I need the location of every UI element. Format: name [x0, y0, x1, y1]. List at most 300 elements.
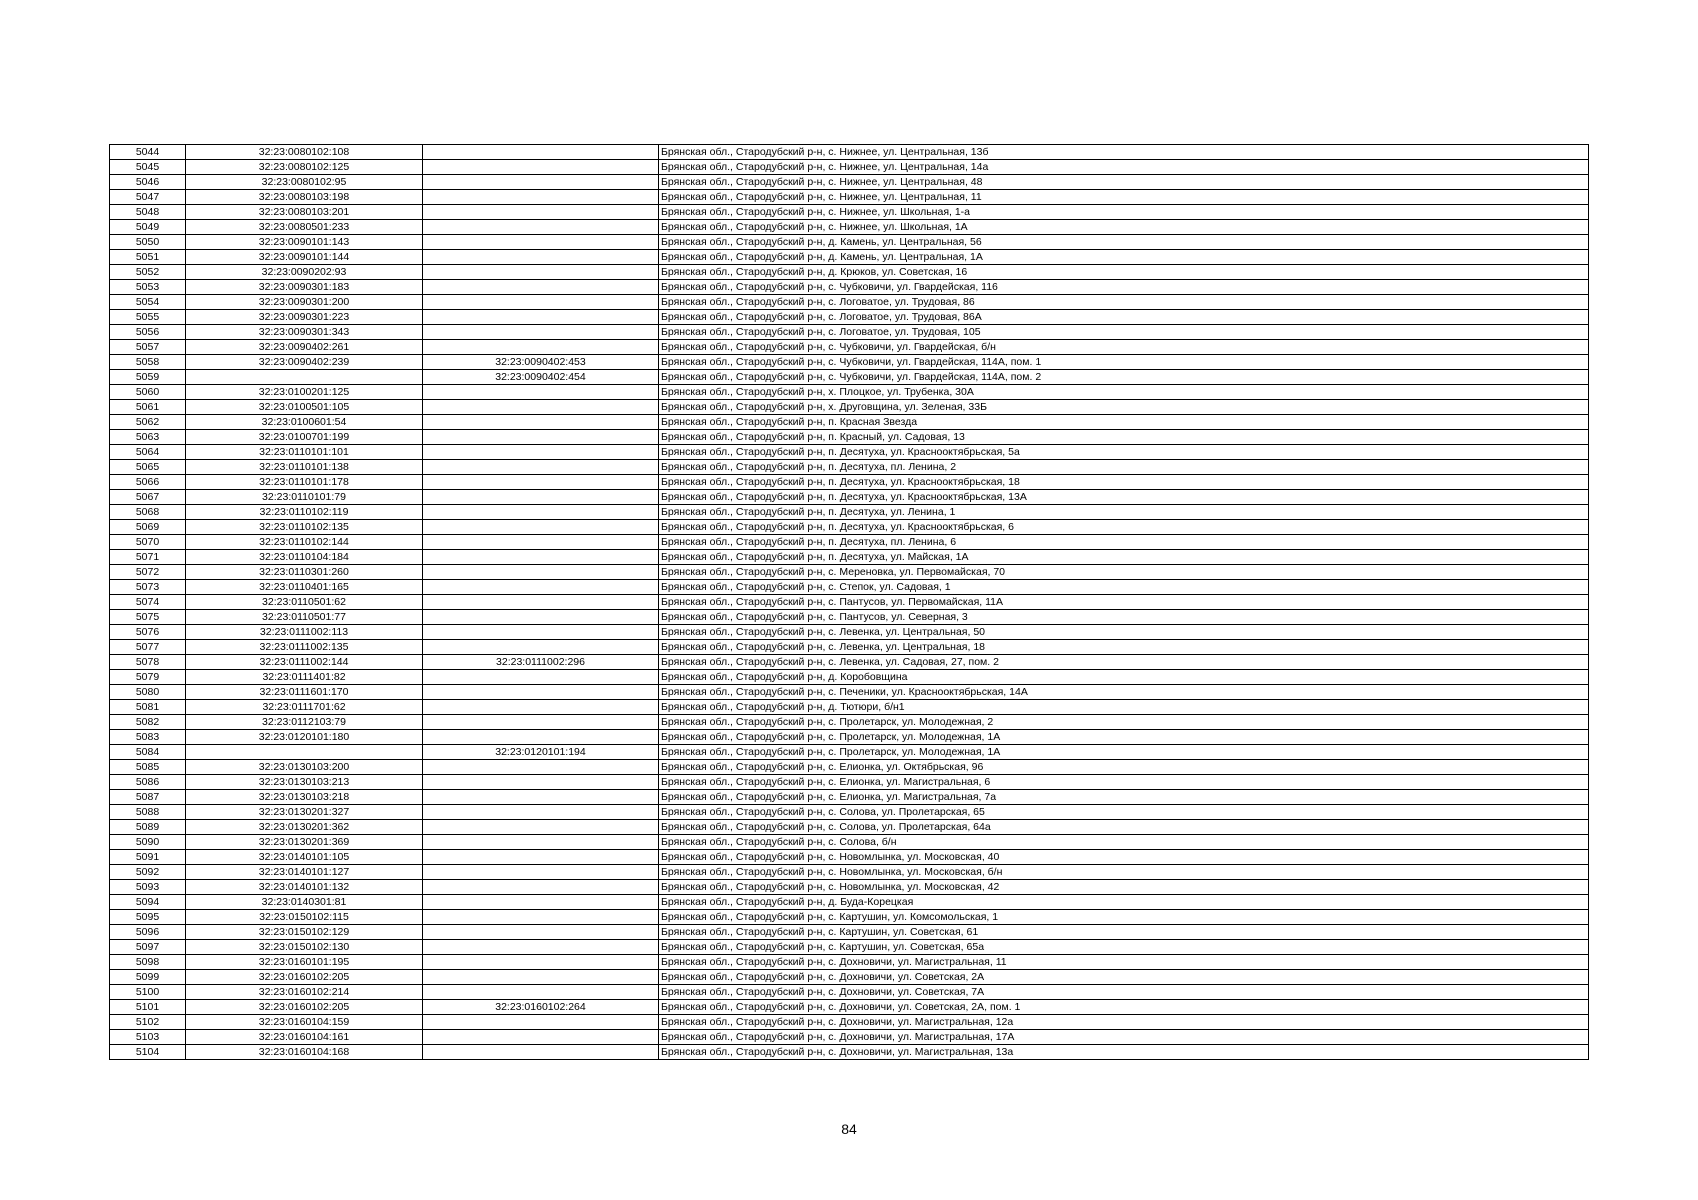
premises-cadastral-number-cell: 32:23:0160102:264: [423, 1000, 659, 1015]
table-row: [110, 400, 1589, 415]
premises-cadastral-number-cell: [423, 805, 659, 820]
table-row: [110, 790, 1589, 805]
address-cell: Брянская обл., Стародубский р-н, д. Камень, ул. Центральная, 1А: [659, 250, 1589, 265]
address-cell: Брянская обл., Стародубский р-н, с. Чубковичи, ул. Гвардейская, 114А, пом. 2: [659, 370, 1589, 385]
address-cell: Брянская обл., Стародубский р-н, с. Чубковичи, ул. Гвардейская, б/н: [659, 340, 1589, 355]
cadastral-number-cell: 32:23:0130103:200: [186, 760, 423, 775]
cadastral-number-cell: 32:23:0140301:81: [186, 895, 423, 910]
address-cell: Брянская обл., Стародубский р-н, п. Десятуха, ул. Краснооктябрьская, 18: [659, 475, 1589, 490]
table-row: [110, 940, 1589, 955]
table-row: [110, 505, 1589, 520]
table-row: [110, 970, 1589, 985]
address-cell: Брянская обл., Стародубский р-н, с. Новомлынка, ул. Московская, б/н: [659, 865, 1589, 880]
premises-cadastral-number-cell: [423, 475, 659, 490]
cadastral-number-cell: 32:23:0100501:105: [186, 400, 423, 415]
address-cell: Брянская обл., Стародубский р-н, х. Плоцкое, ул. Трубенка, 30А: [659, 385, 1589, 400]
address-cell: Брянская обл., Стародубский р-н, с. Картушин, ул. Советская, 65а: [659, 940, 1589, 955]
row-number-cell: 5046: [110, 175, 186, 190]
premises-cadastral-number-cell: [423, 145, 659, 160]
premises-cadastral-number-cell: [423, 730, 659, 745]
premises-cadastral-number-cell: [423, 220, 659, 235]
row-number-cell: 5085: [110, 760, 186, 775]
premises-cadastral-number-cell: [423, 295, 659, 310]
table-row: [110, 460, 1589, 475]
premises-cadastral-number-cell: [423, 880, 659, 895]
cadastral-number-cell: 32:23:0110101:79: [186, 490, 423, 505]
cadastral-number-cell: 32:23:0140101:105: [186, 850, 423, 865]
row-number-cell: 5075: [110, 610, 186, 625]
table-row: [110, 520, 1589, 535]
row-number-cell: 5048: [110, 205, 186, 220]
table-row: [110, 865, 1589, 880]
premises-cadastral-number-cell: [423, 535, 659, 550]
address-cell: Брянская обл., Стародубский р-н, с. Дохновичи, ул. Советская, 2А: [659, 970, 1589, 985]
address-cell: Брянская обл., Стародубский р-н, с. Дохновичи, ул. Магистральная, 11: [659, 955, 1589, 970]
table-row: [110, 205, 1589, 220]
premises-cadastral-number-cell: [423, 505, 659, 520]
row-number-cell: 5104: [110, 1045, 186, 1060]
row-number-cell: 5055: [110, 310, 186, 325]
table-row: [110, 1030, 1589, 1045]
row-number-cell: 5097: [110, 940, 186, 955]
cadastral-number-cell: 32:23:0111601:170: [186, 685, 423, 700]
row-number-cell: 5072: [110, 565, 186, 580]
cadastral-number-cell: 32:23:0160102:205: [186, 1000, 423, 1015]
address-cell: Брянская обл., Стародубский р-н, п. Десятуха, ул. Краснооктябрьская, 13А: [659, 490, 1589, 505]
cadastral-number-cell: 32:23:0111002:144: [186, 655, 423, 670]
cadastral-number-cell: 32:23:0110101:138: [186, 460, 423, 475]
table-row: [110, 820, 1589, 835]
cadastral-number-cell: 32:23:0090301:200: [186, 295, 423, 310]
row-number-cell: 5056: [110, 325, 186, 340]
address-cell: Брянская обл., Стародубский р-н, с. Солова, б/н: [659, 835, 1589, 850]
premises-cadastral-number-cell: [423, 175, 659, 190]
row-number-cell: 5059: [110, 370, 186, 385]
table-row: [110, 145, 1589, 160]
premises-cadastral-number-cell: [423, 940, 659, 955]
cadastral-number-cell: 32:23:0110101:178: [186, 475, 423, 490]
premises-cadastral-number-cell: [423, 1045, 659, 1060]
row-number-cell: 5058: [110, 355, 186, 370]
cadastral-number-cell: 32:23:0080102:125: [186, 160, 423, 175]
page-number: 84: [841, 1121, 857, 1137]
premises-cadastral-number-cell: [423, 415, 659, 430]
address-cell: Брянская обл., Стародубский р-н, с. Левенка, ул. Садовая, 27, пом. 2: [659, 655, 1589, 670]
row-number-cell: 5049: [110, 220, 186, 235]
cadastral-number-cell: 32:23:0150102:129: [186, 925, 423, 940]
row-number-cell: 5052: [110, 265, 186, 280]
address-cell: Брянская обл., Стародубский р-н, с. Солова, ул. Пролетарская, 65: [659, 805, 1589, 820]
row-number-cell: 5080: [110, 685, 186, 700]
premises-cadastral-number-cell: [423, 1030, 659, 1045]
cadastral-number-cell: 32:23:0112103:79: [186, 715, 423, 730]
table-row: [110, 835, 1589, 850]
cadastral-number-cell: 32:23:0090402:261: [186, 340, 423, 355]
cadastral-number-cell: 32:23:0100201:125: [186, 385, 423, 400]
table-row: [110, 565, 1589, 580]
table-row: [110, 550, 1589, 565]
premises-cadastral-number-cell: [423, 640, 659, 655]
table-row: [110, 310, 1589, 325]
cadastral-number-cell: 32:23:0160104:168: [186, 1045, 423, 1060]
address-cell: Брянская обл., Стародубский р-н, д. Тютюри, б/н1: [659, 700, 1589, 715]
premises-cadastral-number-cell: [423, 775, 659, 790]
premises-cadastral-number-cell: [423, 190, 659, 205]
table-row: [110, 730, 1589, 745]
address-cell: Брянская обл., Стародубский р-н, п. Красная Звезда: [659, 415, 1589, 430]
table-row: [110, 340, 1589, 355]
premises-cadastral-number-cell: [423, 850, 659, 865]
premises-cadastral-number-cell: [423, 685, 659, 700]
table-row: [110, 280, 1589, 295]
premises-cadastral-number-cell: [423, 160, 659, 175]
row-number-cell: 5073: [110, 580, 186, 595]
row-number-cell: 5069: [110, 520, 186, 535]
row-number-cell: 5089: [110, 820, 186, 835]
premises-cadastral-number-cell: [423, 340, 659, 355]
premises-cadastral-number-cell: [423, 670, 659, 685]
cadastral-number-cell: 32:23:0110301:260: [186, 565, 423, 580]
premises-cadastral-number-cell: [423, 865, 659, 880]
table-row: [110, 985, 1589, 1000]
address-cell: Брянская обл., Стародубский р-н, п. Красный, ул. Садовая, 13: [659, 430, 1589, 445]
row-number-cell: 5099: [110, 970, 186, 985]
row-number-cell: 5074: [110, 595, 186, 610]
premises-cadastral-number-cell: [423, 985, 659, 1000]
row-number-cell: 5092: [110, 865, 186, 880]
row-number-cell: 5057: [110, 340, 186, 355]
cadastral-number-cell: 32:23:0111002:135: [186, 640, 423, 655]
premises-cadastral-number-cell: [423, 265, 659, 280]
table-row: [110, 805, 1589, 820]
row-number-cell: 5061: [110, 400, 186, 415]
table-row: [110, 535, 1589, 550]
row-number-cell: 5066: [110, 475, 186, 490]
row-number-cell: 5094: [110, 895, 186, 910]
cadastral-number-cell: 32:23:0140101:132: [186, 880, 423, 895]
address-cell: Брянская обл., Стародубский р-н, п. Десятуха, ул. Майская, 1А: [659, 550, 1589, 565]
address-cell: Брянская обл., Стародубский р-н, с. Нижнее, ул. Школьная, 1-а: [659, 205, 1589, 220]
row-number-cell: 5090: [110, 835, 186, 850]
row-number-cell: 5045: [110, 160, 186, 175]
address-cell: Брянская обл., Стародубский р-н, с. Дохновичи, ул. Магистральная, 17А: [659, 1030, 1589, 1045]
cadastral-number-cell: 32:23:0130201:327: [186, 805, 423, 820]
premises-cadastral-number-cell: 32:23:0111002:296: [423, 655, 659, 670]
premises-cadastral-number-cell: [423, 910, 659, 925]
table-row: [110, 775, 1589, 790]
premises-cadastral-number-cell: [423, 970, 659, 985]
table-row: [110, 670, 1589, 685]
row-number-cell: 5065: [110, 460, 186, 475]
premises-cadastral-number-cell: [423, 925, 659, 940]
cadastral-number-cell: 32:23:0090101:144: [186, 250, 423, 265]
table-row: [110, 880, 1589, 895]
address-cell: Брянская обл., Стародубский р-н, с. Нижнее, ул. Центральная, 11: [659, 190, 1589, 205]
row-number-cell: 5050: [110, 235, 186, 250]
address-cell: Брянская обл., Стародубский р-н, с. Левенка, ул. Центральная, 50: [659, 625, 1589, 640]
address-cell: Брянская обл., Стародубский р-н, с. Пантусов, ул. Первомайская, 11А: [659, 595, 1589, 610]
address-cell: Брянская обл., Стародубский р-н, с. Елионка, ул. Октябрьская, 96: [659, 760, 1589, 775]
row-number-cell: 5101: [110, 1000, 186, 1015]
premises-cadastral-number-cell: [423, 610, 659, 625]
cadastral-number-cell: 32:23:0110104:184: [186, 550, 423, 565]
cadastral-number-cell: 32:23:0080103:201: [186, 205, 423, 220]
premises-cadastral-number-cell: [423, 310, 659, 325]
table-row: [110, 475, 1589, 490]
cadastral-number-cell: 32:23:0110102:119: [186, 505, 423, 520]
table-row: [110, 385, 1589, 400]
address-cell: Брянская обл., Стародубский р-н, с. Пролетарск, ул. Молодежная, 1А: [659, 745, 1589, 760]
cadastral-number-cell: 32:23:0130201:369: [186, 835, 423, 850]
premises-cadastral-number-cell: [423, 625, 659, 640]
cadastral-number-cell: 32:23:0111002:113: [186, 625, 423, 640]
premises-cadastral-number-cell: [423, 550, 659, 565]
table-row: [110, 1015, 1589, 1030]
cadastral-number-cell: 32:23:0110102:144: [186, 535, 423, 550]
premises-cadastral-number-cell: [423, 760, 659, 775]
address-cell: Брянская обл., Стародубский р-н, с. Логоватое, ул. Трудовая, 86А: [659, 310, 1589, 325]
address-cell: Брянская обл., Стародубский р-н, с. Чубковичи, ул. Гвардейская, 116: [659, 280, 1589, 295]
address-cell: Брянская обл., Стародубский р-н, п. Десятуха, ул. Краснооктябрьская, 5а: [659, 445, 1589, 460]
row-number-cell: 5103: [110, 1030, 186, 1045]
address-cell: Брянская обл., Стародубский р-н, с. Пантусов, ул. Северная, 3: [659, 610, 1589, 625]
table-row: [110, 715, 1589, 730]
address-cell: Брянская обл., Стародубский р-н, с. Дохновичи, ул. Магистральная, 12а: [659, 1015, 1589, 1030]
table-row: [110, 610, 1589, 625]
premises-cadastral-number-cell: [423, 490, 659, 505]
cadastral-number-cell: [186, 370, 423, 385]
premises-cadastral-number-cell: [423, 715, 659, 730]
row-number-cell: 5083: [110, 730, 186, 745]
address-cell: Брянская обл., Стародубский р-н, с. Нижнее, ул. Школьная, 1А: [659, 220, 1589, 235]
registry-body: [110, 145, 1589, 1060]
premises-cadastral-number-cell: [423, 235, 659, 250]
table-row: [110, 895, 1589, 910]
table-row: [110, 175, 1589, 190]
address-cell: Брянская обл., Стародубский р-н, с. Елионка, ул. Магистральная, 6: [659, 775, 1589, 790]
row-number-cell: 5078: [110, 655, 186, 670]
table-row: [110, 655, 1589, 670]
table-row: [110, 640, 1589, 655]
table-row: [110, 1000, 1589, 1015]
table-row: [110, 925, 1589, 940]
cadastral-number-cell: 32:23:0140101:127: [186, 865, 423, 880]
cadastral-number-cell: 32:23:0100701:199: [186, 430, 423, 445]
row-number-cell: 5079: [110, 670, 186, 685]
cadastral-number-cell: 32:23:0090101:143: [186, 235, 423, 250]
row-number-cell: 5062: [110, 415, 186, 430]
premises-cadastral-number-cell: [423, 565, 659, 580]
registry-sheet: [109, 144, 1588, 1060]
cadastral-number-cell: 32:23:0150102:130: [186, 940, 423, 955]
address-cell: Брянская обл., Стародубский р-н, с. Печеники, ул. Краснооктябрьская, 14А: [659, 685, 1589, 700]
table-row: [110, 160, 1589, 175]
cadastral-number-cell: 32:23:0090202:93: [186, 265, 423, 280]
premises-cadastral-number-cell: 32:23:0120101:194: [423, 745, 659, 760]
row-number-cell: 5087: [110, 790, 186, 805]
row-number-cell: 5082: [110, 715, 186, 730]
address-cell: Брянская обл., Стародубский р-н, с. Логоватое, ул. Трудовая, 105: [659, 325, 1589, 340]
premises-cadastral-number-cell: [423, 580, 659, 595]
cadastral-number-cell: 32:23:0160102:205: [186, 970, 423, 985]
cadastral-number-cell: 32:23:0080102:95: [186, 175, 423, 190]
cadastral-number-cell: 32:23:0080501:233: [186, 220, 423, 235]
cadastral-number-cell: [186, 745, 423, 760]
address-cell: Брянская обл., Стародубский р-н, с. Дохновичи, ул. Советская, 7А: [659, 985, 1589, 1000]
row-number-cell: 5077: [110, 640, 186, 655]
row-number-cell: 5051: [110, 250, 186, 265]
address-cell: Брянская обл., Стародубский р-н, п. Десятуха, пл. Ленина, 6: [659, 535, 1589, 550]
table-row: [110, 445, 1589, 460]
table-row: [110, 625, 1589, 640]
premises-cadastral-number-cell: [423, 430, 659, 445]
row-number-cell: 5060: [110, 385, 186, 400]
address-cell: Брянская обл., Стародубский р-н, с. Новомлынка, ул. Московская, 40: [659, 850, 1589, 865]
address-cell: Брянская обл., Стародубский р-н, с. Солова, ул. Пролетарская, 64а: [659, 820, 1589, 835]
address-cell: Брянская обл., Стародубский р-н, п. Десятуха, пл. Ленина, 2: [659, 460, 1589, 475]
address-cell: Брянская обл., Стародубский р-н, п. Десятуха, ул. Ленина, 1: [659, 505, 1589, 520]
table-row: [110, 760, 1589, 775]
cadastral-number-cell: 32:23:0111701:62: [186, 700, 423, 715]
address-cell: Брянская обл., Стародубский р-н, с. Нижнее, ул. Центральная, 48: [659, 175, 1589, 190]
row-number-cell: 5064: [110, 445, 186, 460]
address-cell: Брянская обл., Стародубский р-н, с. Нижнее, ул. Центральная, 13б: [659, 145, 1589, 160]
address-cell: Брянская обл., Стародубский р-н, д. Буда-Корецкая: [659, 895, 1589, 910]
row-number-cell: 5086: [110, 775, 186, 790]
row-number-cell: 5076: [110, 625, 186, 640]
address-cell: Брянская обл., Стародубский р-н, с. Дохновичи, ул. Магистральная, 13а: [659, 1045, 1589, 1060]
address-cell: Брянская обл., Стародубский р-н, с. Логоватое, ул. Трудовая, 86: [659, 295, 1589, 310]
table-row: [110, 250, 1589, 265]
premises-cadastral-number-cell: [423, 1015, 659, 1030]
row-number-cell: 5067: [110, 490, 186, 505]
premises-cadastral-number-cell: [423, 895, 659, 910]
premises-cadastral-number-cell: [423, 400, 659, 415]
table-row: [110, 295, 1589, 310]
table-row: [110, 490, 1589, 505]
cadastral-number-cell: 32:23:0130201:362: [186, 820, 423, 835]
row-number-cell: 5054: [110, 295, 186, 310]
cadastral-number-cell: 32:23:0110501:77: [186, 610, 423, 625]
table-row: [110, 580, 1589, 595]
row-number-cell: 5095: [110, 910, 186, 925]
premises-cadastral-number-cell: [423, 325, 659, 340]
row-number-cell: 5102: [110, 1015, 186, 1030]
row-number-cell: 5053: [110, 280, 186, 295]
row-number-cell: 5044: [110, 145, 186, 160]
cadastral-number-cell: 32:23:0080102:108: [186, 145, 423, 160]
table-row: [110, 220, 1589, 235]
address-cell: Брянская обл., Стародубский р-н, п. Десятуха, ул. Краснооктябрьская, 6: [659, 520, 1589, 535]
premises-cadastral-number-cell: 32:23:0090402:453: [423, 355, 659, 370]
address-cell: Брянская обл., Стародубский р-н, х. Друговщина, ул. Зеленая, 33Б: [659, 400, 1589, 415]
premises-cadastral-number-cell: [423, 700, 659, 715]
address-cell: Брянская обл., Стародубский р-н, с. Степок, ул. Садовая, 1: [659, 580, 1589, 595]
table-row: [110, 415, 1589, 430]
premises-cadastral-number-cell: [423, 790, 659, 805]
table-row: [110, 355, 1589, 370]
address-cell: Брянская обл., Стародубский р-н, с. Картушин, ул. Комсомольская, 1: [659, 910, 1589, 925]
row-number-cell: 5047: [110, 190, 186, 205]
address-cell: Брянская обл., Стародубский р-н, с. Картушин, ул. Советская, 61: [659, 925, 1589, 940]
cadastral-number-cell: 32:23:0080103:198: [186, 190, 423, 205]
address-cell: Брянская обл., Стародубский р-н, с. Пролетарск, ул. Молодежная, 2: [659, 715, 1589, 730]
row-number-cell: 5071: [110, 550, 186, 565]
table-row: [110, 745, 1589, 760]
table-row: [110, 370, 1589, 385]
cadastral-number-cell: 32:23:0110501:62: [186, 595, 423, 610]
table-row: [110, 235, 1589, 250]
table-row: [110, 595, 1589, 610]
table-row: [110, 910, 1589, 925]
table-row: [110, 430, 1589, 445]
address-cell: Брянская обл., Стародубский р-н, с. Мереновка, ул. Первомайская, 70: [659, 565, 1589, 580]
registry-table: [109, 144, 1589, 1060]
address-cell: Брянская обл., Стародубский р-н, с. Пролетарск, ул. Молодежная, 1А: [659, 730, 1589, 745]
table-row: [110, 850, 1589, 865]
address-cell: Брянская обл., Стародубский р-н, с. Дохновичи, ул. Советская, 2А, пом. 1: [659, 1000, 1589, 1015]
premises-cadastral-number-cell: [423, 385, 659, 400]
row-number-cell: 5070: [110, 535, 186, 550]
table-row: [110, 685, 1589, 700]
cadastral-number-cell: 32:23:0130103:218: [186, 790, 423, 805]
cadastral-number-cell: 32:23:0120101:180: [186, 730, 423, 745]
premises-cadastral-number-cell: [423, 520, 659, 535]
address-cell: Брянская обл., Стародубский р-н, с. Левенка, ул. Центральная, 18: [659, 640, 1589, 655]
address-cell: Брянская обл., Стародубский р-н, с. Нижнее, ул. Центральная, 14а: [659, 160, 1589, 175]
address-cell: Брянская обл., Стародубский р-н, д. Камень, ул. Центральная, 56: [659, 235, 1589, 250]
row-number-cell: 5096: [110, 925, 186, 940]
address-cell: Брянская обл., Стародубский р-н, с. Чубковичи, ул. Гвардейская, 114А, пом. 1: [659, 355, 1589, 370]
premises-cadastral-number-cell: [423, 445, 659, 460]
premises-cadastral-number-cell: [423, 595, 659, 610]
premises-cadastral-number-cell: [423, 205, 659, 220]
cadastral-number-cell: 32:23:0090402:239: [186, 355, 423, 370]
cadastral-number-cell: 32:23:0110401:165: [186, 580, 423, 595]
row-number-cell: 5063: [110, 430, 186, 445]
address-cell: Брянская обл., Стародубский р-н, с. Елионка, ул. Магистральная, 7а: [659, 790, 1589, 805]
row-number-cell: 5091: [110, 850, 186, 865]
row-number-cell: 5088: [110, 805, 186, 820]
table-row: [110, 955, 1589, 970]
row-number-cell: 5068: [110, 505, 186, 520]
premises-cadastral-number-cell: 32:23:0090402:454: [423, 370, 659, 385]
address-cell: Брянская обл., Стародубский р-н, д. Крюков, ул. Советская, 16: [659, 265, 1589, 280]
cadastral-number-cell: 32:23:0160101:195: [186, 955, 423, 970]
row-number-cell: 5093: [110, 880, 186, 895]
cadastral-number-cell: 32:23:0130103:213: [186, 775, 423, 790]
cadastral-number-cell: 32:23:0160102:214: [186, 985, 423, 1000]
cadastral-number-cell: 32:23:0110102:135: [186, 520, 423, 535]
table-row: [110, 265, 1589, 280]
premises-cadastral-number-cell: [423, 250, 659, 265]
cadastral-number-cell: 32:23:0160104:161: [186, 1030, 423, 1045]
row-number-cell: 5100: [110, 985, 186, 1000]
cadastral-number-cell: 32:23:0111401:82: [186, 670, 423, 685]
premises-cadastral-number-cell: [423, 460, 659, 475]
row-number-cell: 5081: [110, 700, 186, 715]
cadastral-number-cell: 32:23:0110101:101: [186, 445, 423, 460]
address-cell: Брянская обл., Стародубский р-н, д. Коробовщина: [659, 670, 1589, 685]
premises-cadastral-number-cell: [423, 835, 659, 850]
address-cell: Брянская обл., Стародубский р-н, с. Новомлынка, ул. Московская, 42: [659, 880, 1589, 895]
cadastral-number-cell: 32:23:0090301:183: [186, 280, 423, 295]
row-number-cell: 5084: [110, 745, 186, 760]
premises-cadastral-number-cell: [423, 280, 659, 295]
cadastral-number-cell: 32:23:0100601:54: [186, 415, 423, 430]
table-row: [110, 700, 1589, 715]
row-number-cell: 5098: [110, 955, 186, 970]
